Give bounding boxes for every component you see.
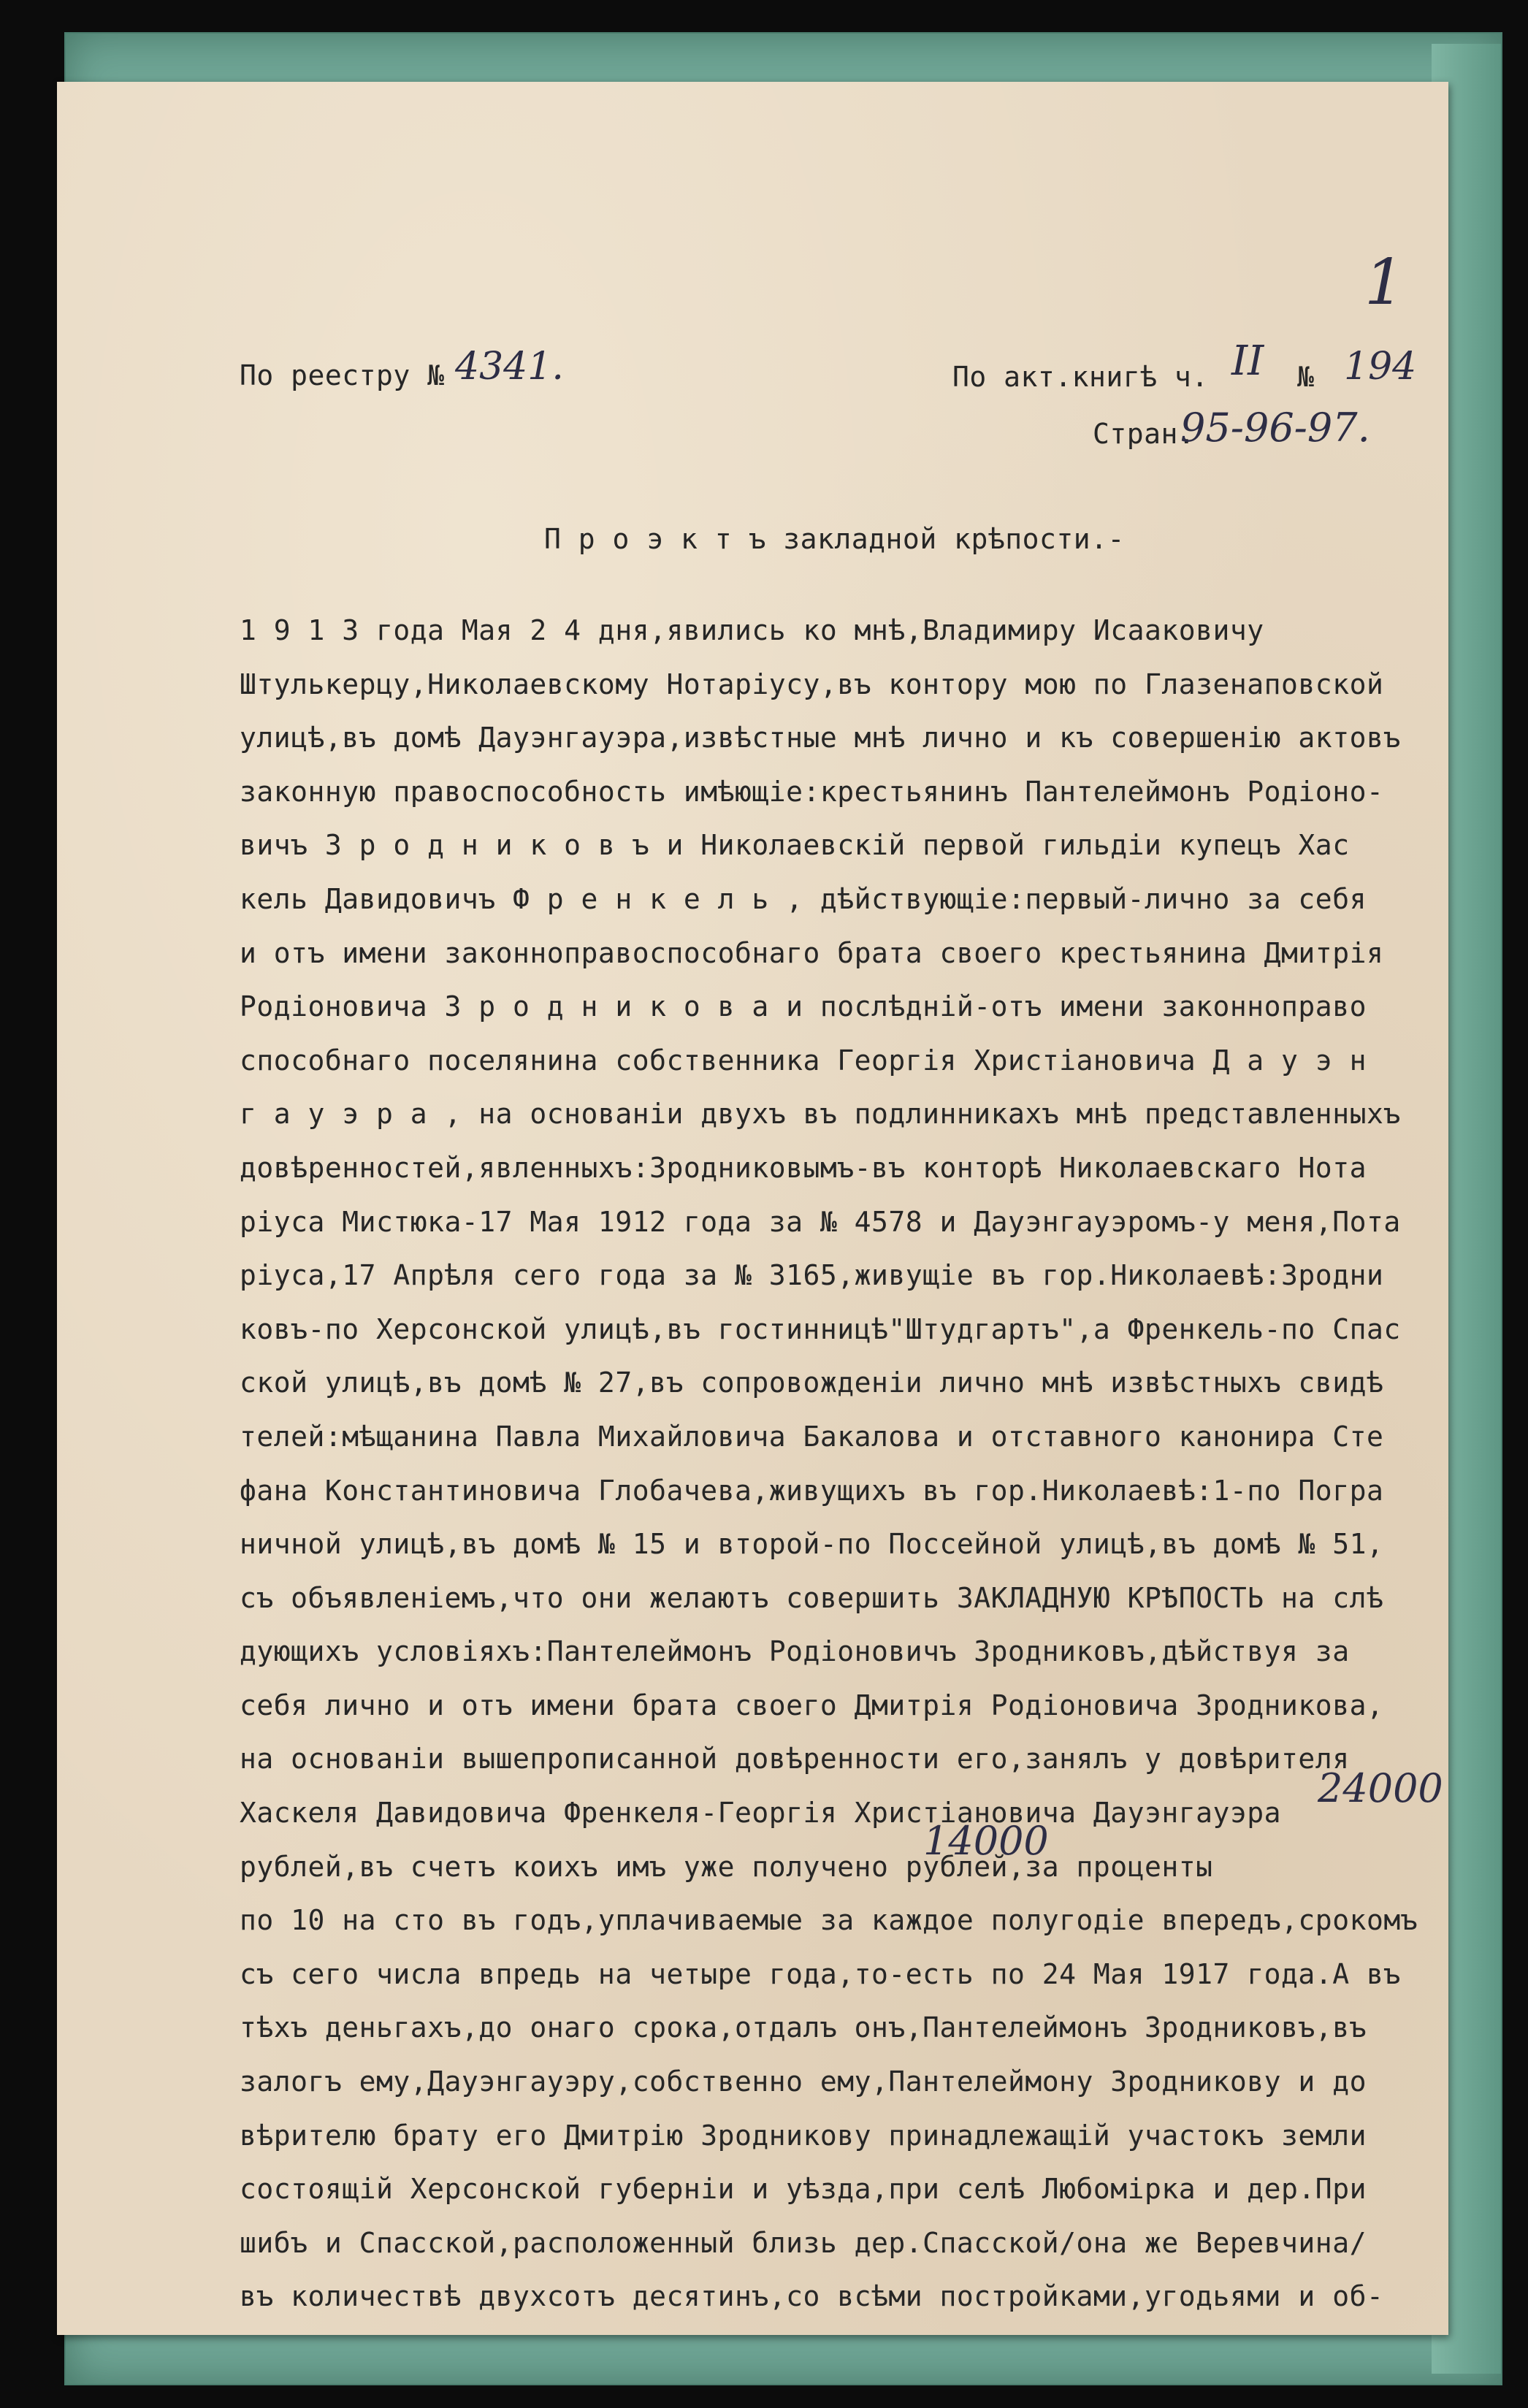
body-line: состоящій Херсонской губерніи и уѣзда,при селѣ Любомірка и дер.При <box>240 2173 1367 2206</box>
body-line: дующихъ условіяхъ:Пантелеймонъ Родіоновичъ Зродниковъ,дѣйствуя за <box>240 1635 1350 1668</box>
body-line: ковъ-по Херсонской улицѣ,въ гостинницѣ"Штудгартъ",а Френкель-по Спас <box>240 1312 1401 1345</box>
registry-label: По реестру № <box>240 359 445 391</box>
document-title: П р о э к т ъ закладной крѣпости.- <box>544 523 1125 555</box>
body-line: кель Давидовичъ Ф р е н к е л ь , дѣйствующіе:первый-лично за себя <box>240 882 1367 915</box>
body-line: довѣренностей,явленныхъ:Зродниковымъ-въ конторѣ Николаевскаго Нота <box>240 1151 1367 1184</box>
act-book-part: II <box>1231 337 1264 385</box>
body-line: вѣрителю брату его Дмитрію Зродникову принадлежащій участокъ земли <box>240 2119 1367 2152</box>
act-book-number-label: № <box>1297 361 1315 393</box>
body-line: съ объявленіемъ,что они желаютъ совершить ЗАКЛАДНУЮ КРѢПОСТЬ на слѣ <box>240 1581 1384 1614</box>
act-book-number: 194 <box>1344 345 1417 389</box>
body-line: и отъ имени законноправоспособнаго брата своего крестьянина Дмитрія <box>240 936 1384 969</box>
body-line: себя лично и отъ имени брата своего Дмитрія Родіоновича Зродникова, <box>240 1689 1384 1721</box>
handwritten-loan-total: 24000 <box>1318 1765 1443 1811</box>
registry-number: 4341. <box>455 345 564 389</box>
body-line: залогъ ему,Дауэнгауэру,собственно ему,Пантелеймону Зродникову и до <box>240 2065 1367 2098</box>
body-line: рублей,въ счетъ коихъ имъ уже получено рублей,за проценты <box>240 1850 1213 1883</box>
body-line: телей:мѣщанина Павла Михайловича Бакалова и отставного канонира Сте <box>240 1420 1384 1453</box>
body-line: способнаго поселянина собственника Георгія Христіановича Д а у э н <box>240 1044 1367 1077</box>
body-line: фана Константиновича Глобачева,живущихъ въ гор.Николаевѣ:1-по Погра <box>240 1474 1384 1507</box>
body-line: 1 9 1 3 года Мая 2 4 дня,явились ко мнѣ,Владимиру Исааковичу <box>240 614 1264 646</box>
body-line: тѣхъ деньгахъ,до онаго срока,отдалъ онъ,Пантелеймонъ Зродниковъ,въ <box>240 2011 1367 2044</box>
pages-label: Стран. <box>1093 418 1196 450</box>
pages-value: 95-96-97. <box>1180 405 1370 451</box>
body-line: законную правоспособность имѣющіе:крестьянинъ Пантелеймонъ Родіоно- <box>240 775 1384 808</box>
body-line: на основаніи вышепрописанной довѣренности его,занялъ у довѣрителя <box>240 1743 1350 1776</box>
body-line: Хаскеля Давидовича Френкеля-Георгія Христіановича Дауэнгауэра <box>240 1797 1282 1830</box>
body-line: ріуса Мистюка-17 Мая 1912 года за № 4578 и Дауэнгауэромъ-у меня,Пота <box>240 1205 1401 1238</box>
document-page <box>57 82 1448 2335</box>
body-line: съ сего числа впредь на четыре года,то-есть по 24 Мая 1917 года.А въ <box>240 1957 1401 1990</box>
body-line: ничной улицѣ,въ домѣ № 15 и второй-по Поссейной улицѣ,въ домѣ № 51, <box>240 1528 1384 1561</box>
body-line: улицѣ,въ домѣ Дауэнгауэра,извѣстные мнѣ лично и къ совершенію актовъ <box>240 722 1401 754</box>
body-line: ской улицѣ,въ домѣ № 27,въ сопровожденіи лично мнѣ извѣстныхъ свидѣ <box>240 1367 1384 1399</box>
body-line: ріуса,17 Апрѣля сего года за № 3165,живущіе въ гор.Николаевѣ:Зродни <box>240 1259 1384 1292</box>
page-number: 1 <box>1364 246 1405 319</box>
body-line: г а у э р а , на основаніи двухъ въ подлинникахъ мнѣ представленныхъ <box>240 1098 1401 1131</box>
body-line: Штулькерцу,Николаевскому Нотаріусу,въ контору мою по Глазенаповской <box>240 668 1384 700</box>
body-line: въ количествѣ двухсотъ десятинъ,со всѣми постройками,угодьями и об- <box>240 2280 1384 2313</box>
body-line: Родіоновича З р о д н и к о в а и послѣдній-отъ имени законноправо <box>240 990 1367 1023</box>
body-line: по 10 на сто въ годъ,уплачиваемые за каждое полугодіе впередъ,срокомъ <box>240 1904 1418 1937</box>
body-line: шибъ и Спасской,расположенный близь дер.Спасской/она же Веревчина/ <box>240 2226 1367 2259</box>
body-text <box>240 604 1481 2324</box>
act-book-label: По акт.книгѣ ч. <box>952 361 1209 393</box>
handwritten-loan-received: 14000 <box>923 1818 1049 1864</box>
body-line: вичъ З р о д н и к о в ъ и Николаевскій первой гильдіи купецъ Хас <box>240 829 1350 862</box>
